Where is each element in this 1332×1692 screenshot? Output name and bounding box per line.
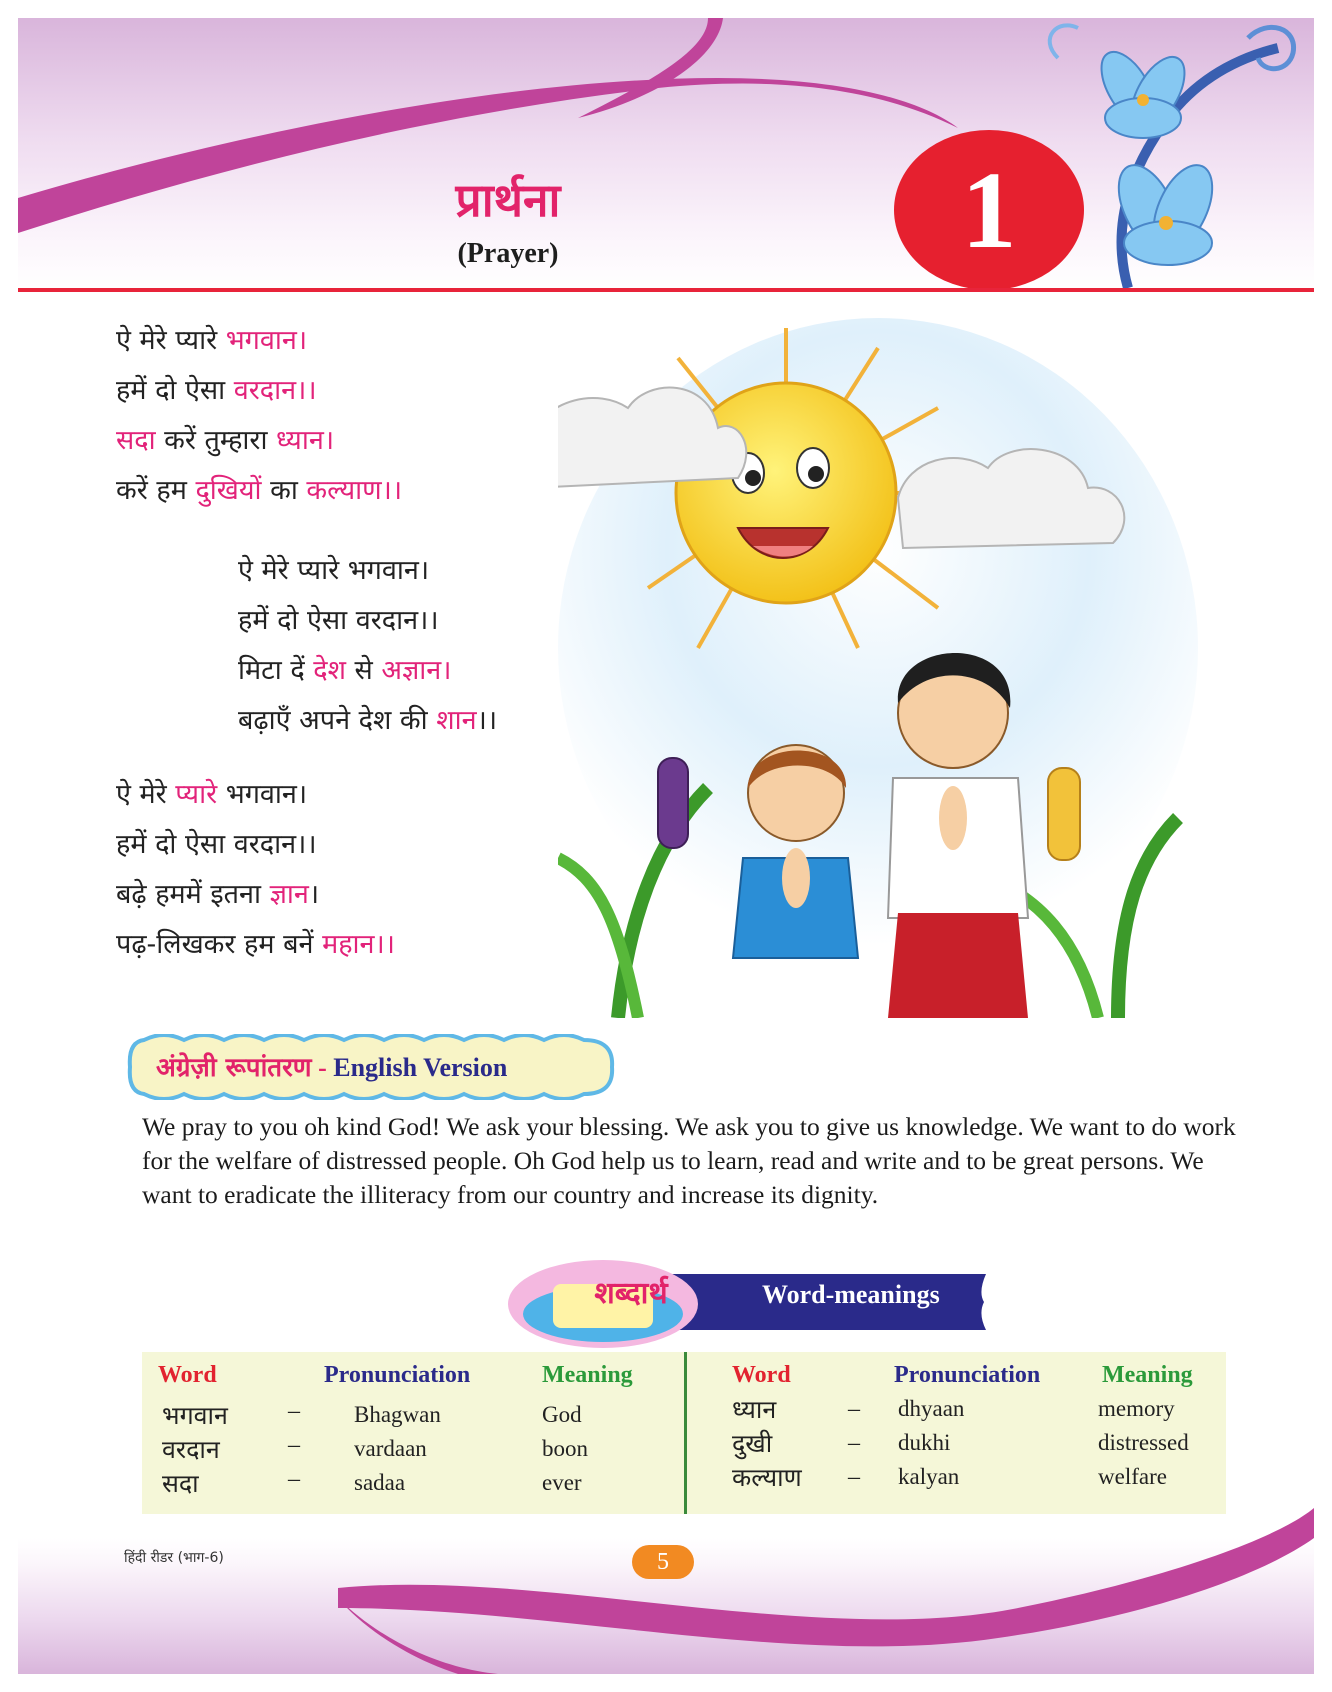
dash-cell: –	[288, 1466, 300, 1492]
poem-keyword: सदा	[116, 425, 156, 456]
poem-text: बढ़े हममें इतना	[116, 879, 270, 910]
meaning-cell: memory	[1098, 1396, 1175, 1421]
pronunciation-cell: dhyaan	[898, 1396, 965, 1421]
poem-text: हमें दो ऐसा वरदान।।	[116, 829, 317, 860]
word-cell: भगवान	[162, 1401, 228, 1430]
dash-cell: –	[848, 1464, 860, 1490]
poem-text: ।।	[476, 705, 498, 736]
meaning-cell: distressed	[1098, 1430, 1189, 1455]
table-column-divider	[684, 1352, 687, 1514]
chapter-number-badge: 1	[894, 130, 1084, 290]
poem-text: ऐ मेरे प्यारे	[116, 325, 226, 356]
poem-line	[238, 546, 497, 596]
heading-separator: -	[311, 1053, 334, 1082]
english-version-hindi-label: अंग्रेज़ी रूपांतरण	[156, 1053, 312, 1083]
poem-text: करें हम	[116, 475, 196, 506]
poem-keyword: प्यारे	[175, 779, 218, 810]
word-cell: दुखी	[732, 1429, 773, 1458]
poem-stanza-2	[238, 546, 497, 746]
poem-line	[116, 820, 395, 870]
poem-text: ।।	[374, 929, 396, 960]
poem-keyword: देश	[313, 655, 346, 686]
poem-text: ।।	[296, 375, 317, 406]
meaning-cell: God	[542, 1402, 582, 1427]
poem-text: पढ़-लिखकर हम बनें	[116, 929, 323, 960]
poem-keyword: शान	[436, 705, 477, 736]
table-header-meaning: Meaning	[542, 1362, 633, 1388]
table-header-pronunciation: Pronunciation	[324, 1362, 471, 1388]
english-version-heading	[156, 1048, 507, 1084]
poem-line	[116, 466, 402, 516]
poem-line	[116, 920, 395, 970]
poem-line	[238, 596, 497, 646]
word-cell: ध्यान	[732, 1395, 777, 1424]
poem-line	[238, 696, 497, 746]
poem-text: ऐ मेरे प्यारे भगवान।	[238, 555, 430, 586]
lesson-subtitle: (Prayer)	[457, 238, 559, 269]
poem-keyword: दुखियों	[195, 475, 262, 506]
poem-text: का	[261, 475, 307, 506]
table-header-word: Word	[732, 1362, 791, 1388]
poem-keyword: ज्ञान	[269, 879, 309, 910]
english-translation-paragraph: We pray to you oh kind God! We ask your blessing. We ask you to give us knowledge. We want to do work for the welfare of distressed people. Oh God help us to learn, read and write and to be great persons. We want to eradicate the illiteracy from our country and increase its dignity.	[142, 1112, 1236, 1209]
table-header-pronunciation: Pronunciation	[894, 1362, 1041, 1388]
poem-stanza-3	[116, 770, 395, 970]
poem-text: करें तुम्हारा	[155, 425, 277, 456]
dash-cell: –	[848, 1430, 860, 1456]
poem-text: ।	[441, 655, 452, 686]
poem-keyword: कल्याण	[306, 475, 382, 506]
poem-line	[116, 366, 402, 416]
lesson-title: प्रार्थना	[455, 173, 561, 227]
pronunciation-cell: dukhi	[898, 1430, 951, 1455]
pronunciation-cell: kalyan	[898, 1464, 960, 1489]
dash-cell: –	[848, 1396, 860, 1422]
word-meanings-hindi-label: शब्दार्थ	[594, 1276, 668, 1311]
poem-keyword: भगवान	[225, 325, 297, 356]
poem-keyword: वरदान	[233, 375, 297, 406]
poem-line	[238, 646, 497, 696]
table-header-word: Word	[158, 1362, 217, 1388]
poem-text: ।	[296, 325, 308, 356]
page-number: 5	[632, 1545, 694, 1579]
poem-text: ।	[323, 425, 335, 456]
meaning-cell: ever	[542, 1470, 582, 1495]
poem-text: मिटा दें	[238, 655, 314, 686]
poem-text: ।।	[381, 475, 403, 506]
meaning-cell: boon	[542, 1436, 588, 1461]
poem-text: ।	[308, 879, 320, 910]
poem-keyword: ध्यान	[276, 425, 324, 456]
pronunciation-cell: Bhagwan	[354, 1402, 441, 1427]
header-divider	[18, 288, 1314, 292]
word-meanings-english-label: Word-meanings	[762, 1280, 940, 1309]
page	[18, 18, 1314, 1674]
flowers-decoration	[1018, 18, 1314, 288]
sun-children-illustration	[558, 318, 1198, 1022]
poem-line	[116, 416, 402, 466]
meaning-cell: welfare	[1098, 1464, 1167, 1489]
word-cell: कल्याण	[732, 1463, 802, 1492]
word-cell: सदा	[162, 1469, 199, 1498]
poem-text: ऐ मेरे	[116, 779, 176, 810]
poem-line	[116, 770, 395, 820]
poem-text: बढ़ाएँ अपने देश की	[238, 705, 437, 736]
poem-stanza-1	[116, 316, 402, 516]
poem-keyword: महान	[322, 929, 375, 960]
pronunciation-cell: sadaa	[354, 1470, 406, 1495]
english-version-label: English Version	[333, 1053, 508, 1082]
poem-text: हमें दो ऐसा वरदान।।	[238, 605, 439, 636]
footer-swoosh-decoration	[18, 1498, 1314, 1674]
pronunciation-cell: vardaan	[354, 1436, 427, 1461]
poem-line	[116, 316, 402, 366]
dash-cell: –	[288, 1432, 300, 1458]
poem-keyword: अज्ञान	[381, 655, 442, 686]
poem-text: भगवान।	[217, 779, 308, 810]
book-name: हिंदी रीडर (भाग-6)	[124, 1550, 224, 1566]
table-header-meaning: Meaning	[1102, 1362, 1193, 1388]
word-meanings-table	[142, 1352, 1226, 1514]
dash-cell: –	[288, 1398, 300, 1424]
word-cell: वरदान	[162, 1435, 220, 1464]
poem-text: हमें दो ऐसा	[116, 375, 234, 406]
poem-text: से	[345, 655, 382, 686]
poem-line	[116, 870, 395, 920]
